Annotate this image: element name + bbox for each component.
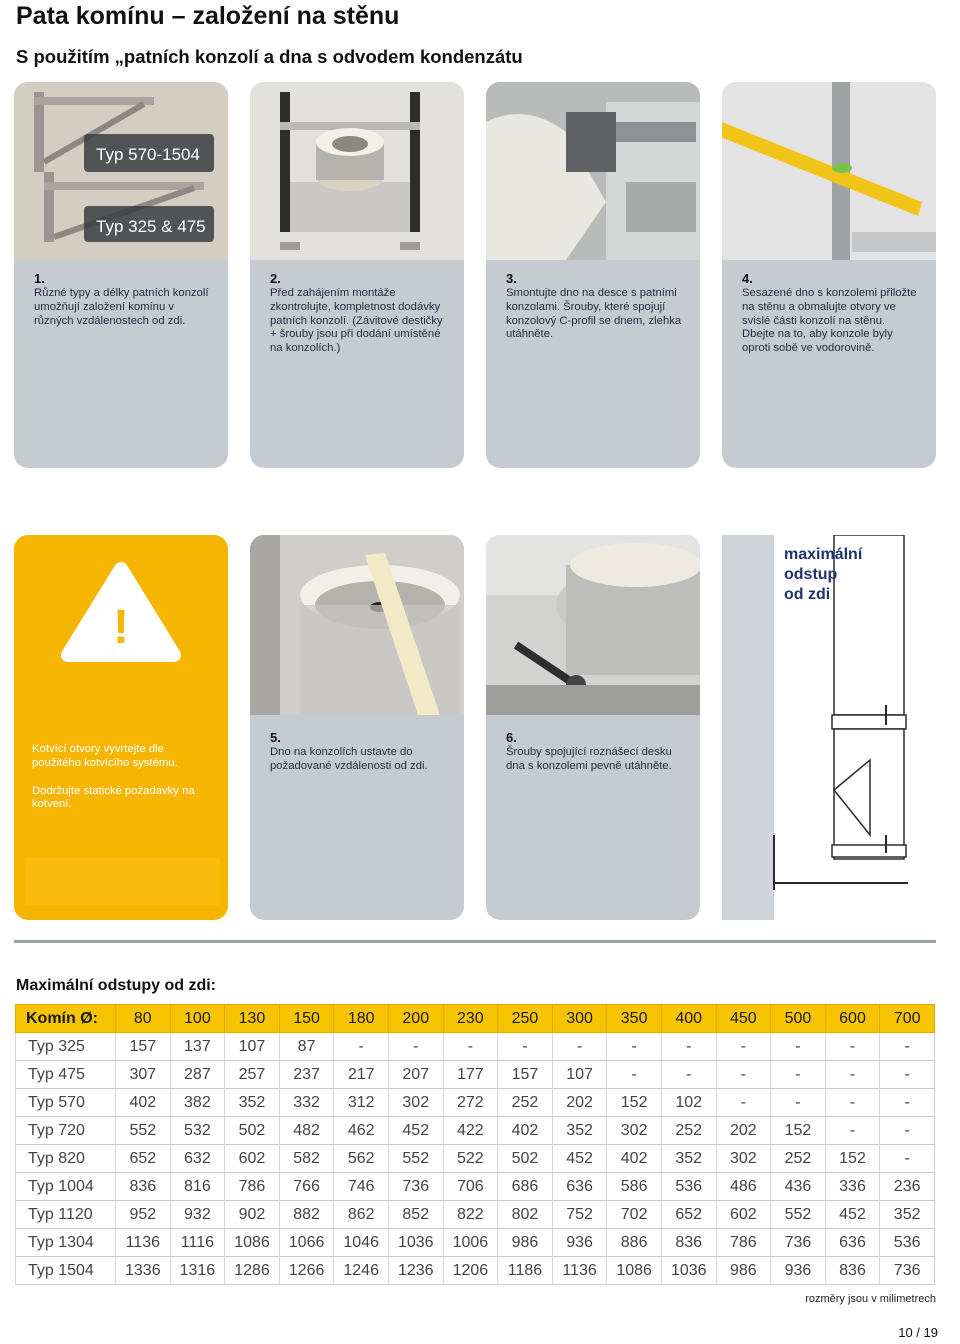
table-cell: - <box>880 1033 935 1061</box>
table-cell: 107 <box>225 1033 280 1061</box>
header-diameter: 450 <box>716 1005 771 1033</box>
max-distance-table <box>15 1004 935 1285</box>
header-label: Komín Ø: <box>16 1005 116 1033</box>
table-cell: 1006 <box>443 1229 498 1257</box>
row-type-label: Typ 475 <box>16 1061 116 1089</box>
table-cell: 602 <box>225 1145 280 1173</box>
table-cell: 152 <box>771 1117 826 1145</box>
step-3-caption <box>506 271 686 342</box>
table-cell: - <box>825 1061 880 1089</box>
table-cell: 886 <box>607 1229 662 1257</box>
table-cell: - <box>716 1033 771 1061</box>
table-cell: 1206 <box>443 1257 498 1285</box>
table-cell: 786 <box>716 1229 771 1257</box>
table-row <box>16 1033 935 1061</box>
table-cell: 652 <box>661 1201 716 1229</box>
table-cell: 87 <box>279 1033 334 1061</box>
step-number: 6. <box>506 730 517 745</box>
row-type-label: Typ 325 <box>16 1033 116 1061</box>
table-cell: 252 <box>661 1117 716 1145</box>
table-cell: 736 <box>771 1229 826 1257</box>
table-cell: 952 <box>116 1201 171 1229</box>
table-cell: 746 <box>334 1173 389 1201</box>
table-cell: 522 <box>443 1145 498 1173</box>
step-card-5 <box>250 535 464 920</box>
header-diameter: 150 <box>279 1005 334 1033</box>
table-cell: 882 <box>279 1201 334 1229</box>
table-header-row <box>16 1005 935 1033</box>
table-cell: 1046 <box>334 1229 389 1257</box>
photo-label-type-570: Typ 570-1504 <box>96 145 200 164</box>
step-card-6 <box>486 535 700 920</box>
table-cell: 1066 <box>279 1229 334 1257</box>
table-cell: - <box>607 1033 662 1061</box>
table-cell: 217 <box>334 1061 389 1089</box>
table-cell: 452 <box>825 1201 880 1229</box>
step-number: 2. <box>270 271 281 286</box>
step-6-caption <box>506 730 686 774</box>
spirit-level-image <box>722 82 936 260</box>
table-cell: 157 <box>498 1061 553 1089</box>
table-cell: 502 <box>225 1117 280 1145</box>
step-text: Smontujte dno na desce s patními konzolami. Šrouby, které spojují konzolový C-profil se dnem, zlehka utáhněte. <box>506 287 682 341</box>
step-text: Před zahájením montáže zkontrolujte, kompletnost dodávky patních konzolí. (Závitové destičky + šrouby jsou při dodání umístěné na konzolích.) <box>270 287 443 355</box>
table-cell: 252 <box>771 1145 826 1173</box>
table-cell: - <box>334 1033 389 1061</box>
table-cell: 1136 <box>116 1229 171 1257</box>
row-type-label: Typ 1304 <box>16 1229 116 1257</box>
table-cell: - <box>661 1061 716 1089</box>
table-cell: 702 <box>607 1201 662 1229</box>
table-cell: 1266 <box>279 1257 334 1285</box>
table-cell: 936 <box>771 1257 826 1285</box>
table-cell: 1236 <box>388 1257 443 1285</box>
table-cell: - <box>771 1061 826 1089</box>
table-cell: 202 <box>716 1117 771 1145</box>
table-cell: 352 <box>661 1145 716 1173</box>
table-row <box>16 1061 935 1089</box>
table-cell: 836 <box>661 1229 716 1257</box>
step-5-photo <box>250 535 464 715</box>
table-cell: 486 <box>716 1173 771 1201</box>
table-cell: - <box>880 1061 935 1089</box>
table-cell: 822 <box>443 1201 498 1229</box>
table-cell: 652 <box>116 1145 171 1173</box>
step-4-photo <box>722 82 936 260</box>
warning-blank-band <box>26 857 220 905</box>
table-cell: 1136 <box>552 1257 607 1285</box>
step-card-3 <box>486 82 700 468</box>
step-number: 3. <box>506 271 517 286</box>
page-title: Pata komínu – založení na stěnu <box>16 2 400 30</box>
table-cell: 1036 <box>661 1257 716 1285</box>
table-cell: 532 <box>170 1117 225 1145</box>
table-cell: 177 <box>443 1061 498 1089</box>
table-cell: 986 <box>716 1257 771 1285</box>
table-cell: 452 <box>388 1117 443 1145</box>
table-cell: 862 <box>334 1201 389 1229</box>
table-cell: 636 <box>552 1173 607 1201</box>
table-cell: 1086 <box>225 1229 280 1257</box>
table-cell: 257 <box>225 1061 280 1089</box>
table-cell: - <box>771 1033 826 1061</box>
table-cell: 766 <box>279 1173 334 1201</box>
table-cell: - <box>825 1033 880 1061</box>
row-type-label: Typ 1504 <box>16 1257 116 1285</box>
table-cell: - <box>716 1089 771 1117</box>
table-cell: 302 <box>716 1145 771 1173</box>
table-cell: 422 <box>443 1117 498 1145</box>
step-number: 4. <box>742 271 753 286</box>
page-subtitle: S použitím „patních konzolí a dna s odvodem kondenzátu <box>16 46 523 67</box>
table-title: Maximální odstupy od zdi: <box>16 977 217 994</box>
header-diameter: 350 <box>607 1005 662 1033</box>
table-cell: 1086 <box>607 1257 662 1285</box>
header-diameter: 700 <box>880 1005 935 1033</box>
header-diameter: 230 <box>443 1005 498 1033</box>
row-type-label: Typ 1120 <box>16 1201 116 1229</box>
table-cell: - <box>607 1061 662 1089</box>
table-cell: 536 <box>661 1173 716 1201</box>
table-row <box>16 1257 935 1285</box>
table-cell: 332 <box>279 1089 334 1117</box>
table-cell: - <box>443 1033 498 1061</box>
step-1-caption <box>34 271 214 328</box>
header-diameter: 100 <box>170 1005 225 1033</box>
table-cell: 352 <box>225 1089 280 1117</box>
page-number: 10 / 19 <box>898 1325 938 1340</box>
table-cell: 1316 <box>170 1257 225 1285</box>
table-cell: 836 <box>116 1173 171 1201</box>
tightening-bolts-image <box>486 535 700 715</box>
step-number: 1. <box>34 271 45 286</box>
step-text: Dno na konzolích ustavte do požadované vzdálenosti od zdi. <box>270 746 428 772</box>
table-cell: 552 <box>388 1145 443 1173</box>
table-cell: 586 <box>607 1173 662 1201</box>
step-text: Různé typy a délky patních konzolí umožňují založení komínu v různých vzdálenostech od zdi. <box>34 287 209 327</box>
step-2-photo <box>250 82 464 260</box>
table-cell: 1286 <box>225 1257 280 1285</box>
table-cell: 902 <box>225 1201 280 1229</box>
table-cell: 462 <box>334 1117 389 1145</box>
header-diameter: 80 <box>116 1005 171 1033</box>
table-cell: 736 <box>880 1257 935 1285</box>
table-row <box>16 1201 935 1229</box>
step-text: Dbejte na to, aby konzole byly oproti sobě ve vodorovině. <box>742 328 893 355</box>
table-cell: 552 <box>116 1117 171 1145</box>
table-cell: 302 <box>388 1089 443 1117</box>
step-2-caption <box>270 271 450 356</box>
step-card-4 <box>722 82 936 468</box>
table-cell: 562 <box>334 1145 389 1173</box>
table-cell: - <box>880 1117 935 1145</box>
table-cell: 352 <box>880 1201 935 1229</box>
table-cell: 152 <box>607 1089 662 1117</box>
table-cell: 986 <box>498 1229 553 1257</box>
table-cell: 402 <box>498 1117 553 1145</box>
header-diameter: 400 <box>661 1005 716 1033</box>
table-cell: - <box>716 1061 771 1089</box>
header-diameter: 130 <box>225 1005 280 1033</box>
table-cell: 536 <box>880 1229 935 1257</box>
bracket-types-image <box>14 82 228 260</box>
table-cell: 402 <box>116 1089 171 1117</box>
diagram-label-line-3: od zdi <box>784 586 831 603</box>
table-cell: 482 <box>279 1117 334 1145</box>
table-row <box>16 1145 935 1173</box>
table-cell: 1186 <box>498 1257 553 1285</box>
table-cell: - <box>552 1033 607 1061</box>
max-distance-diagram <box>722 535 942 920</box>
table-cell: 236 <box>880 1173 935 1201</box>
table-cell: - <box>880 1145 935 1173</box>
table-cell: 137 <box>170 1033 225 1061</box>
table-cell: 802 <box>498 1201 553 1229</box>
table-cell: - <box>825 1117 880 1145</box>
header-diameter: 500 <box>771 1005 826 1033</box>
table-cell: 1246 <box>334 1257 389 1285</box>
table-cell: 252 <box>498 1089 553 1117</box>
table-cell: 632 <box>170 1145 225 1173</box>
table-cell: 352 <box>552 1117 607 1145</box>
bolting-image <box>486 82 700 260</box>
table-cell: 202 <box>552 1089 607 1117</box>
bracket-kit-image <box>250 82 464 260</box>
table-cell: 307 <box>116 1061 171 1089</box>
table-cell: 686 <box>498 1173 553 1201</box>
row-type-label: Typ 820 <box>16 1145 116 1173</box>
table-cell: - <box>498 1033 553 1061</box>
step-text: Sesazené dno s konzolemi přiložte na stěnu a obmalujte otvory ve svislé části konzolí na stěnu. <box>742 287 917 327</box>
table-cell: 402 <box>607 1145 662 1173</box>
step-3-photo <box>486 82 700 260</box>
photo-label-type-325: Typ 325 & 475 <box>96 217 206 236</box>
table-row <box>16 1229 935 1257</box>
header-diameter: 600 <box>825 1005 880 1033</box>
row-type-label: Typ 1004 <box>16 1173 116 1201</box>
table-cell: 1336 <box>116 1257 171 1285</box>
section-divider <box>14 940 936 943</box>
table-cell: 336 <box>825 1173 880 1201</box>
table-cell: - <box>771 1089 826 1117</box>
table-cell: 102 <box>661 1089 716 1117</box>
table-cell: 382 <box>170 1089 225 1117</box>
diagram-label-line-1: maximální <box>784 546 863 563</box>
step-card-1 <box>14 82 228 468</box>
table-cell: - <box>880 1089 935 1117</box>
table-cell: 272 <box>443 1089 498 1117</box>
table-cell: 552 <box>771 1201 826 1229</box>
table-cell: 852 <box>388 1201 443 1229</box>
table-cell: 836 <box>825 1257 880 1285</box>
warning-triangle-icon <box>14 535 228 715</box>
step-card-2 <box>250 82 464 468</box>
table-cell: 602 <box>716 1201 771 1229</box>
table-cell: 207 <box>388 1061 443 1089</box>
table-cell: 107 <box>552 1061 607 1089</box>
table-cell: 786 <box>225 1173 280 1201</box>
header-diameter: 250 <box>498 1005 553 1033</box>
table-cell: - <box>825 1089 880 1117</box>
step-5-caption <box>270 730 450 774</box>
warning-text: Kotvící otvory vyvrtejte dle použitého kotvícího systému. <box>32 743 178 769</box>
table-cell: 157 <box>116 1033 171 1061</box>
table-cell: 816 <box>170 1173 225 1201</box>
table-cell: 1036 <box>388 1229 443 1257</box>
table-cell: 302 <box>607 1117 662 1145</box>
table-cell: 636 <box>825 1229 880 1257</box>
header-diameter: 180 <box>334 1005 389 1033</box>
table-row <box>16 1117 935 1145</box>
table-row <box>16 1173 935 1201</box>
table-cell: 452 <box>552 1145 607 1173</box>
row-type-label: Typ 720 <box>16 1117 116 1145</box>
table-cell: 287 <box>170 1061 225 1089</box>
table-cell: 582 <box>279 1145 334 1173</box>
table-cell: 237 <box>279 1061 334 1089</box>
step-6-photo <box>486 535 700 715</box>
diagram-label-line-2: odstup <box>784 566 838 583</box>
table-cell: 312 <box>334 1089 389 1117</box>
table-cell: 1116 <box>170 1229 225 1257</box>
step-text: Šrouby spojující roznášecí desku dna s konzolemi pevně utáhněte. <box>506 746 672 772</box>
step-4-caption <box>742 271 922 356</box>
table-body <box>16 1005 935 1285</box>
header-diameter: 300 <box>552 1005 607 1033</box>
warning-symbol: ! <box>113 601 129 654</box>
table-cell: 932 <box>170 1201 225 1229</box>
table-cell: 152 <box>825 1145 880 1173</box>
step-1-photo <box>14 82 228 260</box>
units-note: rozměry jsou v milimetrech <box>805 1293 936 1305</box>
table-row <box>16 1089 935 1117</box>
table-cell: 936 <box>552 1229 607 1257</box>
measuring-distance-image <box>250 535 464 715</box>
table-cell: 736 <box>388 1173 443 1201</box>
step-number: 5. <box>270 730 281 745</box>
table-cell: 502 <box>498 1145 553 1173</box>
table-cell: 752 <box>552 1201 607 1229</box>
row-type-label: Typ 570 <box>16 1089 116 1117</box>
warning-caption <box>32 743 214 812</box>
table-cell: - <box>661 1033 716 1061</box>
warning-text: Dodržujte statické požadavky na kotvení. <box>32 784 195 811</box>
warning-card <box>14 535 228 920</box>
table-cell: - <box>388 1033 443 1061</box>
header-diameter: 200 <box>388 1005 443 1033</box>
chimney-wall-diagram <box>722 535 942 920</box>
table-cell: 706 <box>443 1173 498 1201</box>
table-cell: 436 <box>771 1173 826 1201</box>
